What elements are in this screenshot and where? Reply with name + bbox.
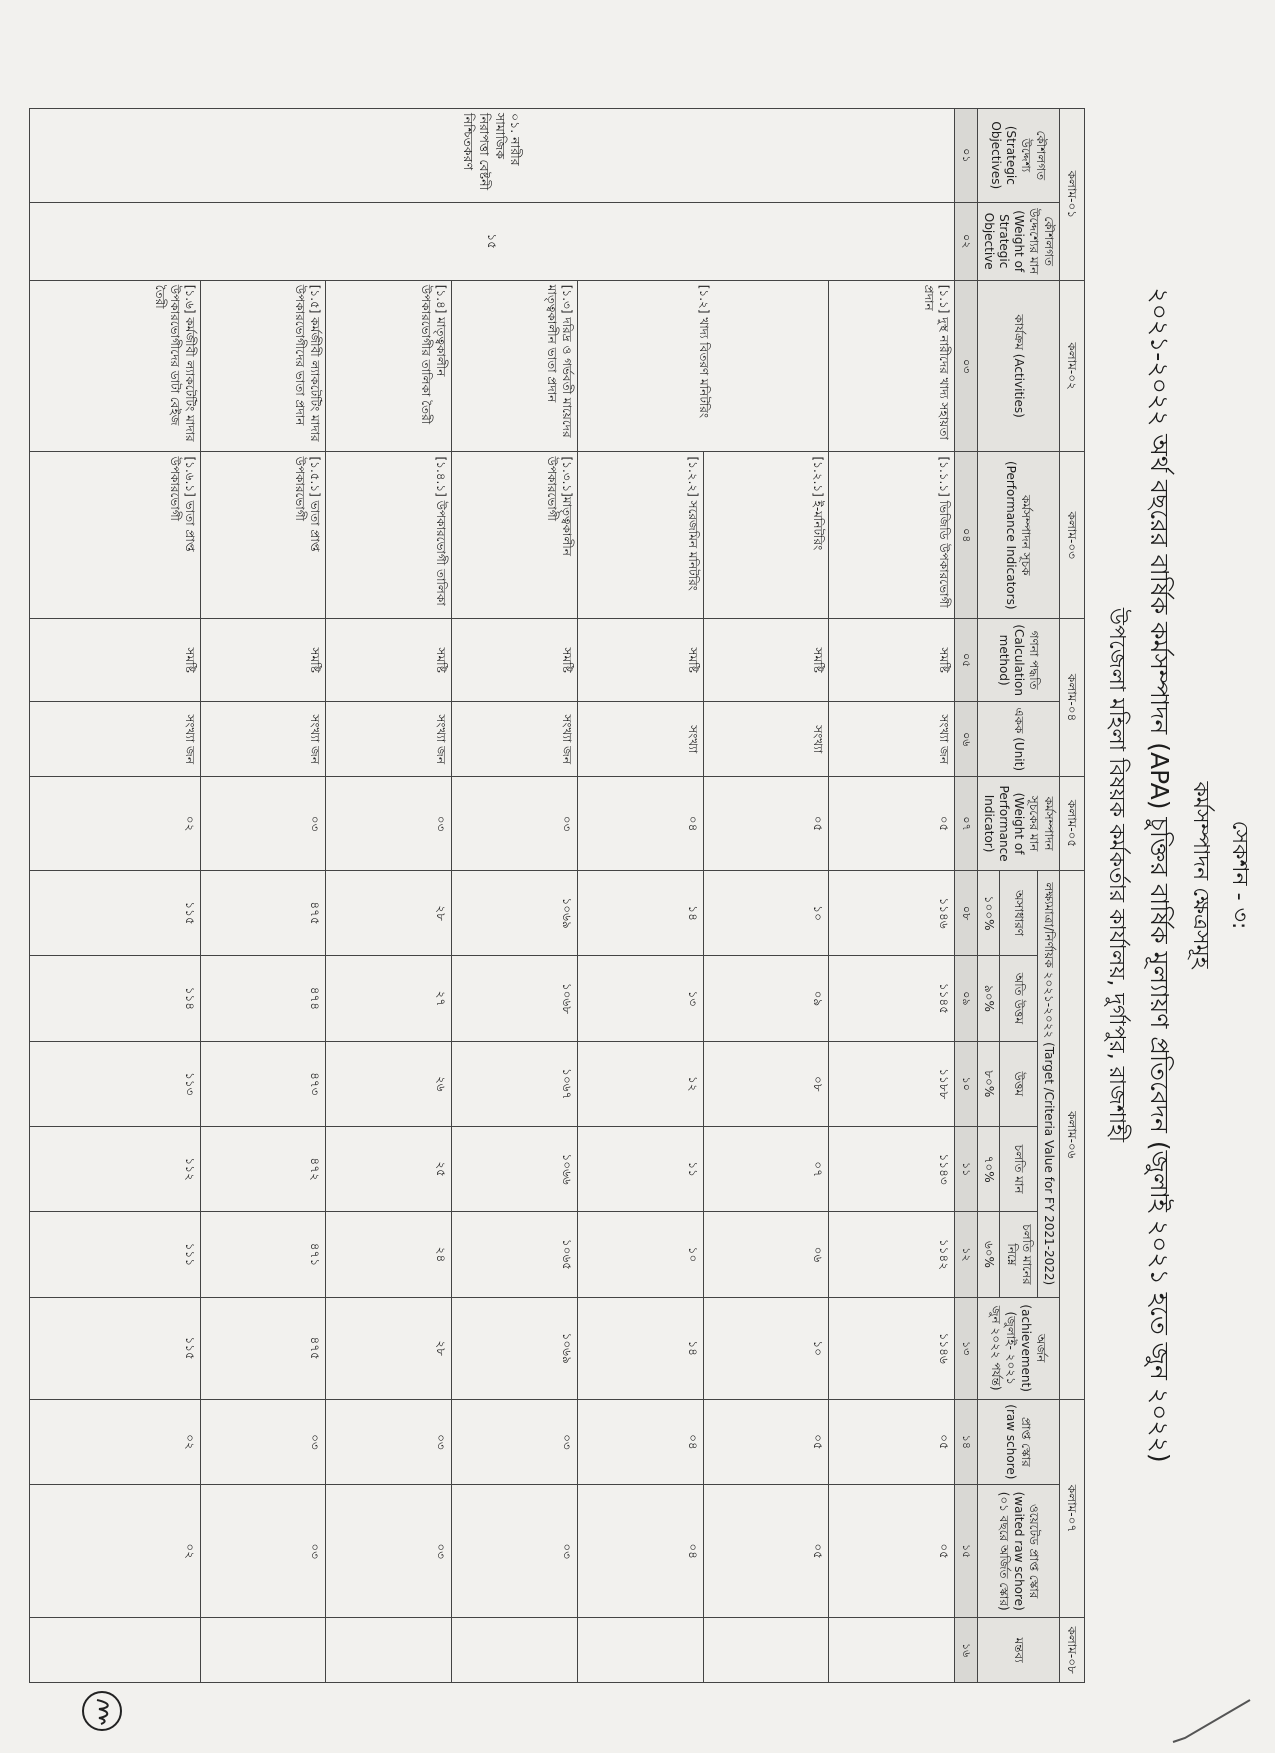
target-90-cell: ১১৪ (30, 956, 201, 1041)
weight-cell: ০২ (30, 777, 201, 871)
raw-score-cell: ০৫ (829, 1399, 955, 1484)
target-70-cell: ০৭ (703, 1126, 829, 1211)
weight-cell: ০৫ (829, 777, 955, 871)
col-index: ০৫ (955, 619, 978, 702)
target-100-cell: ৪৭৫ (200, 870, 326, 955)
achievement-cell: ১৪ (577, 1297, 703, 1399)
weighted-score-cell: ০৫ (703, 1485, 829, 1618)
header-unit: একক (Unit) (978, 702, 1060, 777)
pen-stroke-mark (1165, 1690, 1255, 1750)
header-good: উত্তম (1000, 1041, 1037, 1126)
header-excellent: অসাধারণ (1000, 870, 1037, 955)
activity-cell: [১.১] দুস্থ নারীদের খাদ্য সহায়তা প্রদান (829, 280, 955, 452)
objective-weight-cell: ১৫ (30, 202, 955, 280)
framework-label: কর্মসম্পাদন ক্ষেত্রসমূহ (1188, 781, 1213, 969)
calc-cell: সমষ্টি (703, 619, 829, 702)
indicator-cell: [১.১.১] ভিজিডি উপকারভোগী (829, 452, 955, 619)
column-number-row (1060, 109, 1085, 1683)
col-label-6: কলাম-০৬ (1060, 870, 1085, 1399)
target-100-cell: ১০ (703, 870, 829, 955)
indicator-cell: [১.৩.১]মাতৃত্বকালীন উপকারভোগী (452, 452, 578, 619)
header-strategic-objectives: কৌশলগত উদ্দেশ্য (Strategic Objectives) (978, 109, 1060, 203)
raw-score-cell: ০৩ (200, 1399, 326, 1484)
remarks-cell (326, 1618, 452, 1683)
target-60-cell: ১১৪২ (829, 1212, 955, 1297)
target-90-cell: ৪৭৪ (200, 956, 326, 1041)
raw-score-cell: ০৪ (577, 1399, 703, 1484)
header-target-group: লক্ষ্যমাত্রা/নির্ণায়ক ২০২১-২০২২ (Target /Criteria Value for FY 2021-2022) (1037, 870, 1059, 1297)
activity-cell: [১.৪] মাতৃত্বকালীন উপকারভোগীর তালিকা তৈরী (326, 280, 452, 452)
header-indicators: কর্মসম্পাদন সূচক (Performance Indicators) (978, 452, 1060, 619)
achievement-cell: ৪৭৫ (200, 1297, 326, 1399)
pct-excellent: ১০০% (978, 870, 1000, 955)
target-90-cell: ২৭ (326, 956, 452, 1041)
col-label-1: কলাম-০১ (1060, 109, 1085, 281)
target-60-cell: ২৪ (326, 1212, 452, 1297)
target-70-cell: ১১৪৩ (829, 1126, 955, 1211)
col-index: ১৬ (955, 1618, 978, 1683)
section-label: সেকশন - ৩: (1227, 820, 1252, 930)
calc-cell: সমষ্টি (200, 619, 326, 702)
table-row (829, 109, 955, 1683)
achievement-cell: ২৮ (326, 1297, 452, 1399)
indicator-cell: [১.৫.১] ভাতা প্রাপ্ত উপকারভোগী (200, 452, 326, 619)
weight-cell: ০৩ (452, 777, 578, 871)
document-heading (1097, 100, 1257, 1650)
col-index: ১৪ (955, 1399, 978, 1484)
col-index: ০৮ (955, 870, 978, 955)
report-title: ২০২১-২০২২ অর্থ বছরের বার্ষিক কর্মসম্পাদন (APA) চুক্তির বার্ষিক মূল্যায়ণ প্রতিবেদন (জুলাই ২০২১ হতে জুন ২০২২) (1145, 287, 1174, 1463)
header-activities: কার্যক্রম (Activities) (978, 280, 1060, 452)
col-index: ০২ (955, 202, 978, 280)
header-indicator-weight: কর্মসম্পাদন সূচকের মান (Weight of Performance Indicator) (978, 777, 1060, 871)
target-100-cell: ১১৫ (30, 870, 201, 955)
weighted-score-cell: ০৩ (200, 1485, 326, 1618)
indicator-cell: [১.২.১] ই-মনিটরিং (703, 452, 829, 619)
col-index: ১১ (955, 1126, 978, 1211)
weighted-score-cell: ০৩ (326, 1485, 452, 1618)
target-80-cell: ২৬ (326, 1041, 452, 1126)
target-70-cell: ১১২ (30, 1126, 201, 1211)
target-60-cell: ১০ (577, 1212, 703, 1297)
achievement-cell: ১০ (703, 1297, 829, 1399)
calc-cell: সমষ্টি (326, 619, 452, 702)
target-70-cell: ১১ (577, 1126, 703, 1211)
header-achievement: অর্জন (achievement) (জুলাই- ২০২১ জুন ২০২২ পর্যন্ত) (978, 1297, 1060, 1399)
activity-cell: [১.৬] কর্মজীবী ল্যাকটেটিং মাদার উপকারভোগীদের ডাটা বেইজ তৈরী (30, 280, 201, 452)
col-index: ১৫ (955, 1485, 978, 1618)
raw-score-cell: ০৩ (452, 1399, 578, 1484)
col-index: ০৬ (955, 702, 978, 777)
indicator-cell: [১.৬.১] ভাতা প্রাপ্ত উপকারভোগী (30, 452, 201, 619)
target-70-cell: ২৫ (326, 1126, 452, 1211)
target-70-cell: ৪৭২ (200, 1126, 326, 1211)
calc-cell: সমষ্টি (452, 619, 578, 702)
col-index: ০৯ (955, 956, 978, 1041)
col-index: ১২ (955, 1212, 978, 1297)
unit-cell: সংখ্যা জন (326, 702, 452, 777)
calc-cell: সমষ্টি (829, 619, 955, 702)
unit-cell: সংখ্যা (703, 702, 829, 777)
weighted-score-cell: ০২ (30, 1485, 201, 1618)
col-label-8: কলাম-০৮ (1060, 1618, 1085, 1683)
remarks-cell (200, 1618, 326, 1683)
raw-score-cell: ০৩ (326, 1399, 452, 1484)
header-weighted-score: ওয়েটেড প্রাপ্ত স্কোর (waited raw schore) (০১ বছরে অর্জিত স্কোর) (978, 1485, 1060, 1618)
column-index-row (955, 109, 978, 1683)
target-80-cell: ১২ (577, 1041, 703, 1126)
target-70-cell: ১০৬৬ (452, 1126, 578, 1211)
achievement-cell: ১১৫ (30, 1297, 201, 1399)
table-row (452, 109, 578, 1683)
raw-score-cell: ০৫ (703, 1399, 829, 1484)
target-80-cell: ০৮ (703, 1041, 829, 1126)
weight-cell: ০৪ (577, 777, 703, 871)
header-poor: চলতি মানের নিম্নে (1000, 1212, 1037, 1297)
col-label-4: কলাম-০৪ (1060, 619, 1085, 777)
col-label-5: কলাম-০৫ (1060, 777, 1085, 871)
header-very-good: অতি উত্তম (1000, 956, 1037, 1041)
header-raw-score: প্রাপ্ত স্কোর (raw schore) (978, 1399, 1060, 1484)
unit-cell: সংখ্যা (577, 702, 703, 777)
indicator-cell: [১.৪.১] উপকারভোগী তালিকা (326, 452, 452, 619)
remarks-cell (30, 1618, 201, 1683)
objective-cell: ০১. নারীর সামাজিক নিরাপত্তা বেষ্টনী নিশ্চিতকরণ (30, 109, 955, 203)
target-100-cell: ১৪ (577, 870, 703, 955)
unit-cell: সংখ্যা জন (452, 702, 578, 777)
target-80-cell: ৪৭৩ (200, 1041, 326, 1126)
pct-fair: ৭০% (978, 1126, 1000, 1211)
weighted-score-cell: ০৩ (452, 1485, 578, 1618)
target-60-cell: ১১১ (30, 1212, 201, 1297)
achievement-cell: ১০৬৯ (452, 1297, 578, 1399)
pct-very-good: ৯০% (978, 956, 1000, 1041)
remarks-cell (829, 1618, 955, 1683)
pct-poor: ৬০% (978, 1212, 1000, 1297)
weight-cell: ০৩ (200, 777, 326, 871)
unit-cell: সংখ্যা জন (829, 702, 955, 777)
target-100-cell: ২৮ (326, 870, 452, 955)
remarks-cell (452, 1618, 578, 1683)
apa-evaluation-table (29, 108, 1085, 1683)
remarks-cell (577, 1618, 703, 1683)
calc-cell: সমষ্টি (30, 619, 201, 702)
remarks-cell (703, 1618, 829, 1683)
pct-good: ৮০% (978, 1041, 1000, 1126)
activity-cell: [১.৩] দরিদ্র ও গর্ভবতী মায়েদের মাতৃত্বকালীন ভাতা প্রদান (452, 280, 578, 452)
weighted-score-cell: ০৪ (577, 1485, 703, 1618)
activity-cell: [১.৫] কর্মজীবী ল্যাকটেটিং মাদার উপকারভোগীদের ভাতা প্রদান (200, 280, 326, 452)
target-90-cell: ০৯ (703, 956, 829, 1041)
raw-score-cell: ০২ (30, 1399, 201, 1484)
col-label-2: কলাম-০২ (1060, 280, 1085, 452)
header-objective-weight: কৌশলগত উদ্দেশ্যের মান (Weight of Strategic Objective (978, 202, 1060, 280)
header-remarks: মন্তব্য (978, 1618, 1060, 1683)
indicator-cell: [১.২.২] সরেজমিন মনিটরিং (577, 452, 703, 619)
target-60-cell: ৪৭১ (200, 1212, 326, 1297)
header-row-1 (1037, 109, 1059, 1683)
calc-cell: সমষ্টি (577, 619, 703, 702)
weight-cell: ০৫ (703, 777, 829, 871)
target-80-cell: ১০৬৭ (452, 1041, 578, 1126)
header-calc-method: গণনা পদ্ধতি (Calculation method) (978, 619, 1060, 702)
target-60-cell: ০৬ (703, 1212, 829, 1297)
col-index: ১৩ (955, 1297, 978, 1399)
table-row (326, 109, 452, 1683)
table-row (30, 109, 201, 1683)
col-index: ০১ (955, 109, 978, 203)
col-index: ০৪ (955, 452, 978, 619)
col-index: ০৩ (955, 280, 978, 452)
weight-cell: ০৩ (326, 777, 452, 871)
activity-cell: [১.২] খাদ্য বিতরণ মনিটরিং (577, 280, 828, 452)
unit-cell: সংখ্যা জন (30, 702, 201, 777)
unit-cell: সংখ্যা জন (200, 702, 326, 777)
target-80-cell: ১১৮৮ (829, 1041, 955, 1126)
table-row (200, 109, 326, 1683)
weighted-score-cell: ০৫ (829, 1485, 955, 1618)
col-label-7: কলাম-০৭ (1060, 1399, 1085, 1618)
table-row (703, 109, 829, 1683)
col-index: ১০ (955, 1041, 978, 1126)
target-80-cell: ১১৩ (30, 1041, 201, 1126)
target-60-cell: ১০৬৫ (452, 1212, 578, 1297)
achievement-cell: ১১৪৬ (829, 1297, 955, 1399)
target-90-cell: ১৩ (577, 956, 703, 1041)
signature-mark (79, 1688, 125, 1734)
target-100-cell: ১১৪৬ (829, 870, 955, 955)
target-100-cell: ১০৬৯ (452, 870, 578, 955)
col-label-3: কলাম-০৩ (1060, 452, 1085, 619)
target-90-cell: ১০৬৮ (452, 956, 578, 1041)
target-90-cell: ১১৪৫ (829, 956, 955, 1041)
col-index: ০৭ (955, 777, 978, 871)
header-fair: চলতি মান (1000, 1126, 1037, 1211)
office-name: উপজেলা মহিলা বিষয়ক কর্মকর্তার কার্যালয়, দুর্গাপুর, রাজশাহী (1104, 607, 1129, 1143)
